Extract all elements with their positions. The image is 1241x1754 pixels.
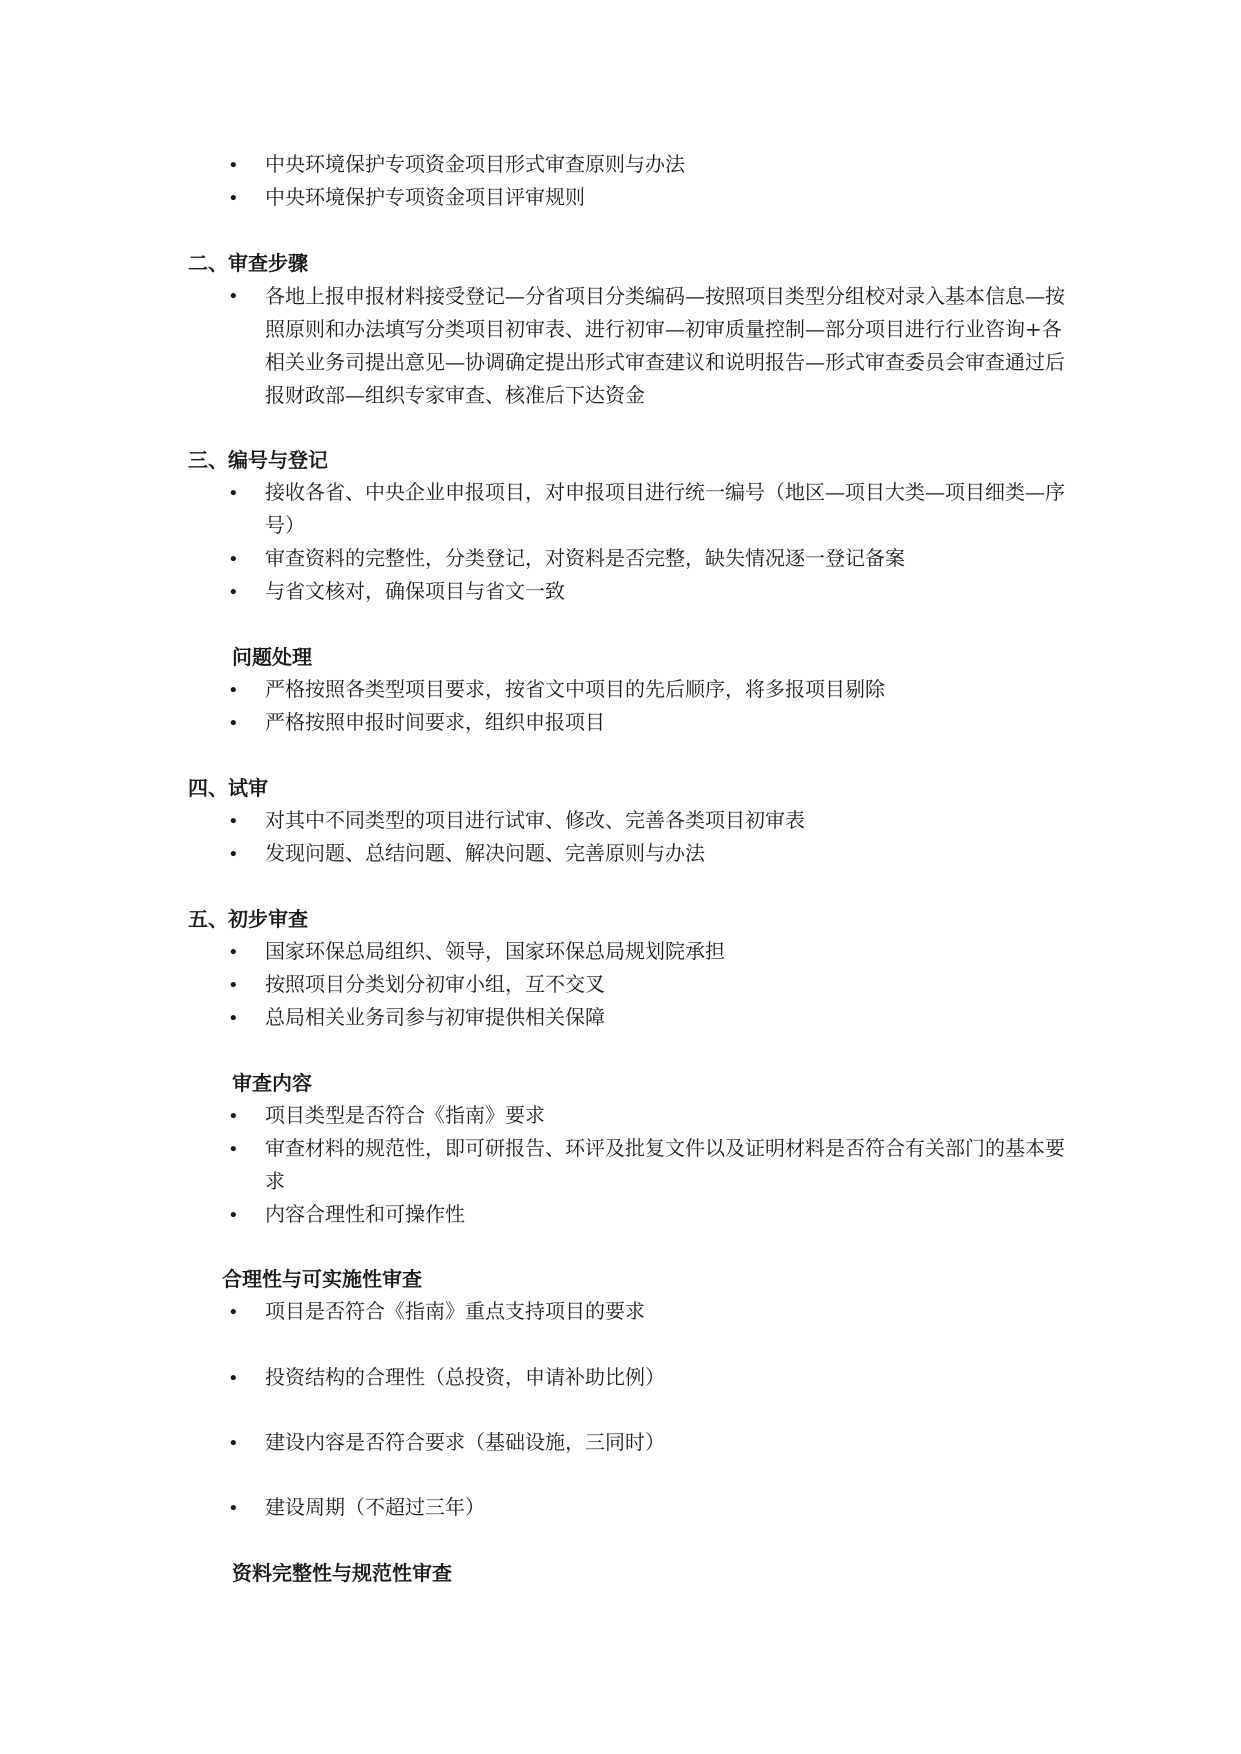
section-heading-completeness: 资料完整性与规范性审查: [232, 1561, 452, 1585]
list-item: 与省文核对，确保项目与省文一致: [265, 579, 565, 603]
list-item: 建设周期（不超过三年）: [265, 1495, 485, 1519]
list-item: 按照项目分类划分初审小组，互不交叉: [265, 972, 605, 996]
list-item: 内容合理性和可操作性: [265, 1202, 465, 1226]
list-item: 项目是否符合《指南》重点支持项目的要求: [265, 1299, 645, 1323]
bullet: •: [228, 942, 239, 963]
bullet: •: [228, 1433, 239, 1454]
bullet: •: [228, 975, 239, 996]
bullet: •: [228, 811, 239, 832]
section-heading-steps: 二、审查步骤: [188, 251, 308, 275]
list-item: 严格按照申报时间要求，组织申报项目: [265, 710, 605, 734]
list-item: 严格按照各类型项目要求，按省文中项目的先后顺序，将多报项目剔除: [265, 677, 885, 701]
list-item: 接收各省、中央企业申报项目，对申报项目进行统一编号（地区—项目大类—项目细类—序号）: [265, 480, 1065, 537]
bullet: •: [228, 188, 239, 209]
bullet: •: [228, 549, 239, 570]
bullet: •: [228, 844, 239, 865]
section-heading-preliminary: 五、初步审查: [188, 907, 308, 931]
list-item: 中央环境保护专项资金项目形式审查原则与办法: [265, 152, 685, 176]
list-item: 各地上报申报材料接受登记—分省项目分类编码—按照项目类型分组校对录入基本信息—按照原则和办法填写分类项目初审表、进行初审—初审质量控制—部分项目进行行业咨询+各相关业务司提出意见—协调确定提出形式审查建议和说明报告—形式审查委员会审查通过后报财政部—组织专家审查、核准后下达资金: [265, 284, 1065, 407]
section-heading-numbering: 三、编号与登记: [188, 448, 328, 472]
list-item: 投资结构的合理性（总投资，申请补助比例）: [265, 1365, 665, 1389]
list-item: 国家环保总局组织、领导，国家环保总局规划院承担: [265, 939, 725, 963]
bullet: •: [228, 1139, 239, 1160]
bullet: •: [228, 155, 239, 176]
bullet: •: [228, 713, 239, 734]
list-item: 发现问题、总结问题、解决问题、完善原则与办法: [265, 841, 705, 865]
bullet: •: [228, 1498, 239, 1519]
bullet: •: [228, 286, 239, 307]
section-heading-content: 审查内容: [232, 1071, 312, 1095]
bullet: •: [228, 680, 239, 701]
bullet: •: [228, 1106, 239, 1127]
bullet: •: [228, 1368, 239, 1389]
bullet: •: [228, 1008, 239, 1029]
list-item: 建设内容是否符合要求（基础设施，三同时）: [265, 1430, 665, 1454]
list-item: 中央环境保护专项资金项目评审规则: [265, 185, 585, 209]
list-item: 审查材料的规范性，即可研报告、环评及批复文件以及证明材料是否符合有关部门的基本要求: [265, 1136, 1065, 1193]
list-item: 总局相关业务司参与初审提供相关保障: [265, 1005, 605, 1029]
bullet: •: [228, 1302, 239, 1323]
section-heading-problems: 问题处理: [232, 645, 312, 669]
list-item: 对其中不同类型的项目进行试审、修改、完善各类项目初审表: [265, 808, 805, 832]
list-item: 审查资料的完整性，分类登记，对资料是否完整，缺失情况逐一登记备案: [265, 546, 905, 570]
section-heading-trial: 四、试审: [188, 776, 268, 800]
bullet: •: [228, 582, 239, 603]
bullet: •: [228, 483, 239, 504]
list-item: 项目类型是否符合《指南》要求: [265, 1103, 545, 1127]
bullet: •: [228, 1205, 239, 1226]
section-heading-feasibility: 合理性与可实施性审查: [222, 1267, 422, 1291]
